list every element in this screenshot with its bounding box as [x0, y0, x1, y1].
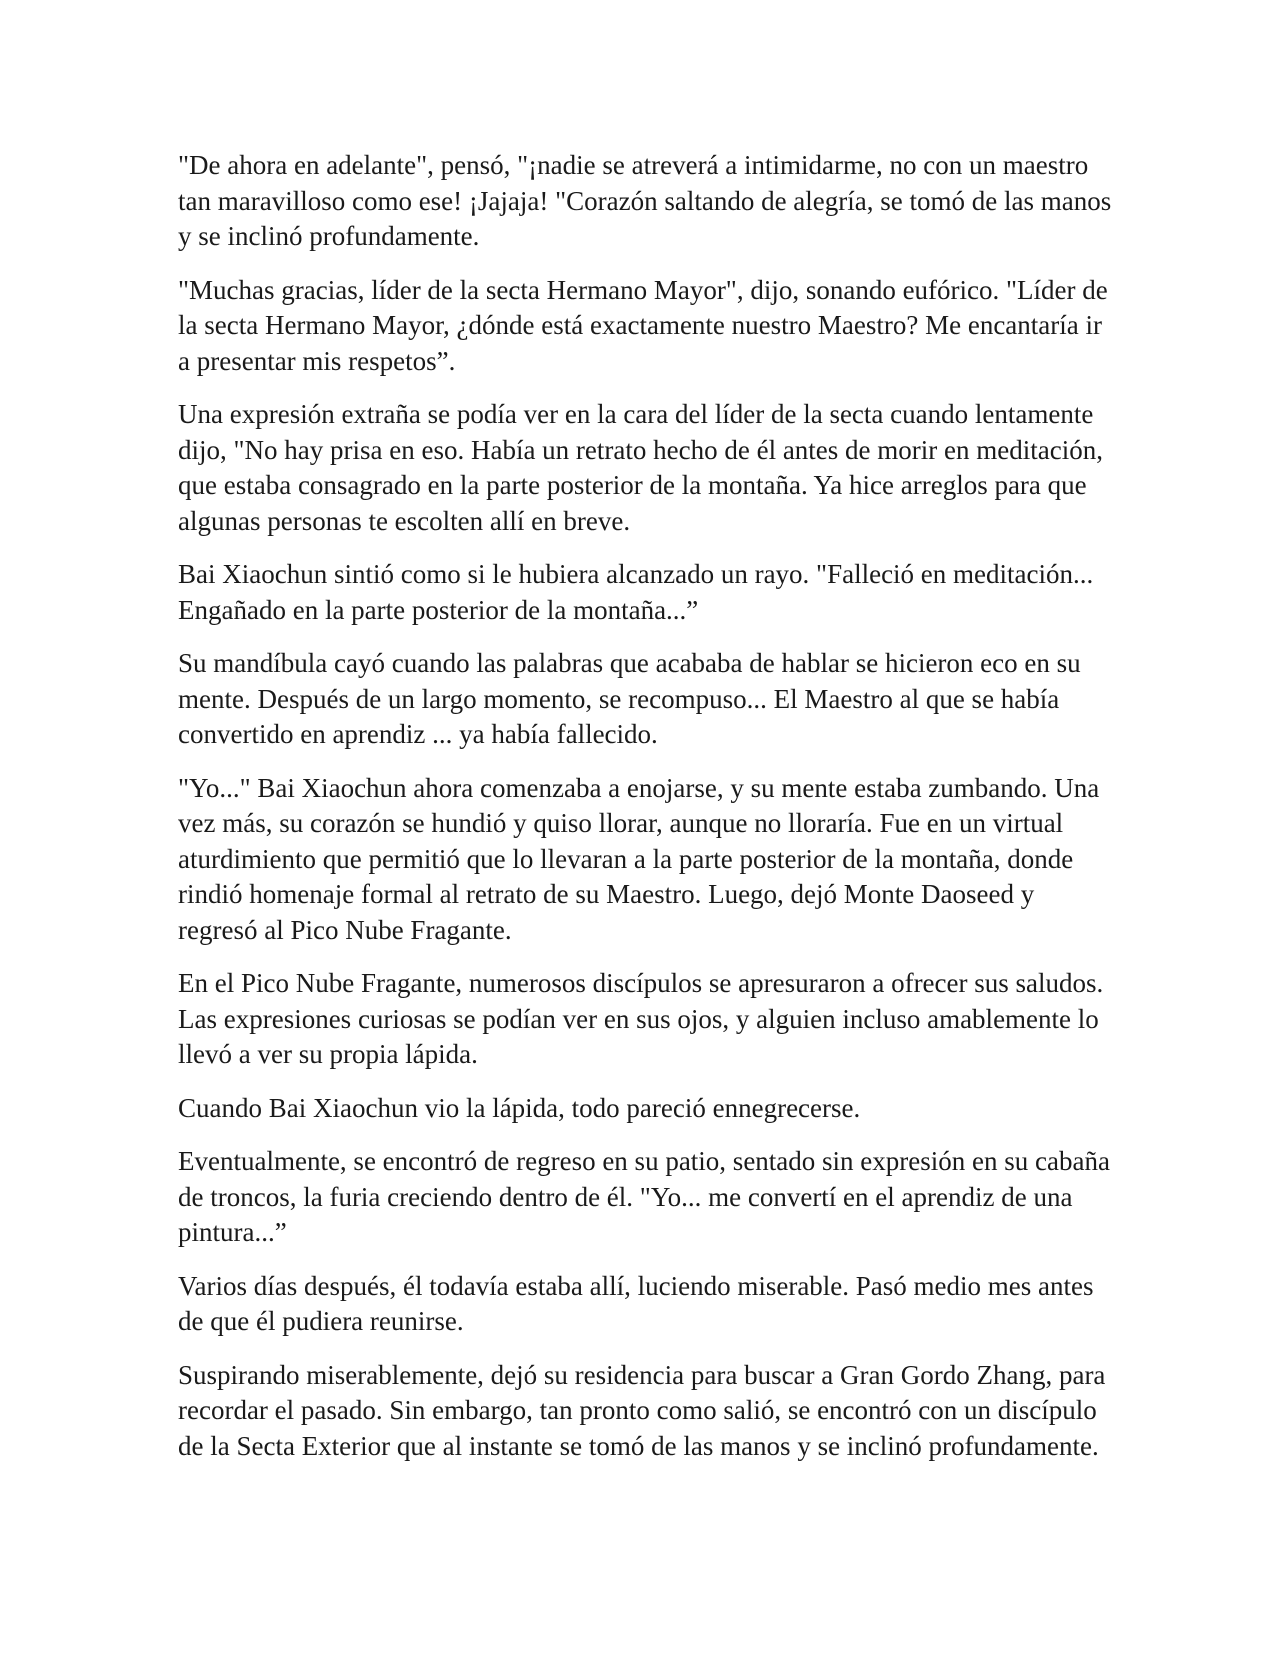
paragraph: Suspirando miserablemente, dejó su residencia para buscar a Gran Gordo Zhang, para recordar el pasado. Sin embargo, tan pronto como salió, se encontró con un discípulo de la Secta Exterior que al instante se tomó de las manos y se inclinó profundamente.: [178, 1359, 1106, 1461]
paragraph: "Muchas gracias, líder de la secta Hermano Mayor", dijo, sonando eufórico. "Líder de la secta Hermano Mayor, ¿dónde está exactamente nuestro Maestro? Me encantaría ir a presentar mis respetos”.: [178, 274, 1108, 376]
paragraph: Bai Xiaochun sintió como si le hubiera alcanzado un rayo. "Falleció en meditación... Engañado en la parte posterior de la montaña...”: [178, 559, 1094, 625]
paragraph: Una expresión extraña se podía ver en la cara del líder de la secta cuando lentamente dijo, "No hay prisa en eso. Había un retrato hecho de él antes de morir en meditación, que estaba consagrado en la parte posterior de la montaña. Ya hice arreglos para que algunas personas te escolten allí en breve.: [178, 399, 1103, 536]
paragraph: Cuando Bai Xiaochun vio la lápida, todo pareció ennegrecerse.: [178, 1092, 861, 1123]
document-body: [178, 148, 1114, 1482]
paragraph: "Yo..." Bai Xiaochun ahora comenzaba a enojarse, y su mente estaba zumbando. Una vez más, su corazón se hundió y quiso llorar, aunque no lloraría. Fue en un virtual aturdimiento que permitió que lo llevaran a la parte posterior de la montaña, donde rindió homenaje formal al retrato de su Maestro. Luego, dejó Monte Daoseed y regresó al Pico Nube Fragante.: [178, 772, 1100, 945]
paragraph: Su mandíbula cayó cuando las palabras que acababa de hablar se hicieron eco en su mente. Después de un largo momento, se recompuso... El Maestro al que se había convertido en aprendiz ... ya había fallecido.: [178, 648, 1081, 749]
paragraph: "De ahora en adelante", pensó, "¡nadie se atreverá a intimidarme, no con un maestro tan maravilloso como ese! ¡Jajaja! "Corazón saltando de alegría, se tomó de las manos y se inclinó profundamente.: [178, 150, 1112, 251]
paragraph: Eventualmente, se encontró de regreso en su patio, sentado sin expresión en su cabaña de troncos, la furia creciendo dentro de él. "Yo... me convertí en el aprendiz de una pintura...”: [178, 1146, 1110, 1247]
paragraph: Varios días después, él todavía estaba allí, luciendo miserable. Pasó medio mes antes de que él pudiera reunirse.: [178, 1270, 1094, 1336]
paragraph: En el Pico Nube Fragante, numerosos discípulos se apresuraron a ofrecer sus saludos. Las expresiones curiosas se podían ver en sus ojos, y alguien incluso amablemente lo llevó a ver su propia lápida.: [178, 968, 1104, 1069]
